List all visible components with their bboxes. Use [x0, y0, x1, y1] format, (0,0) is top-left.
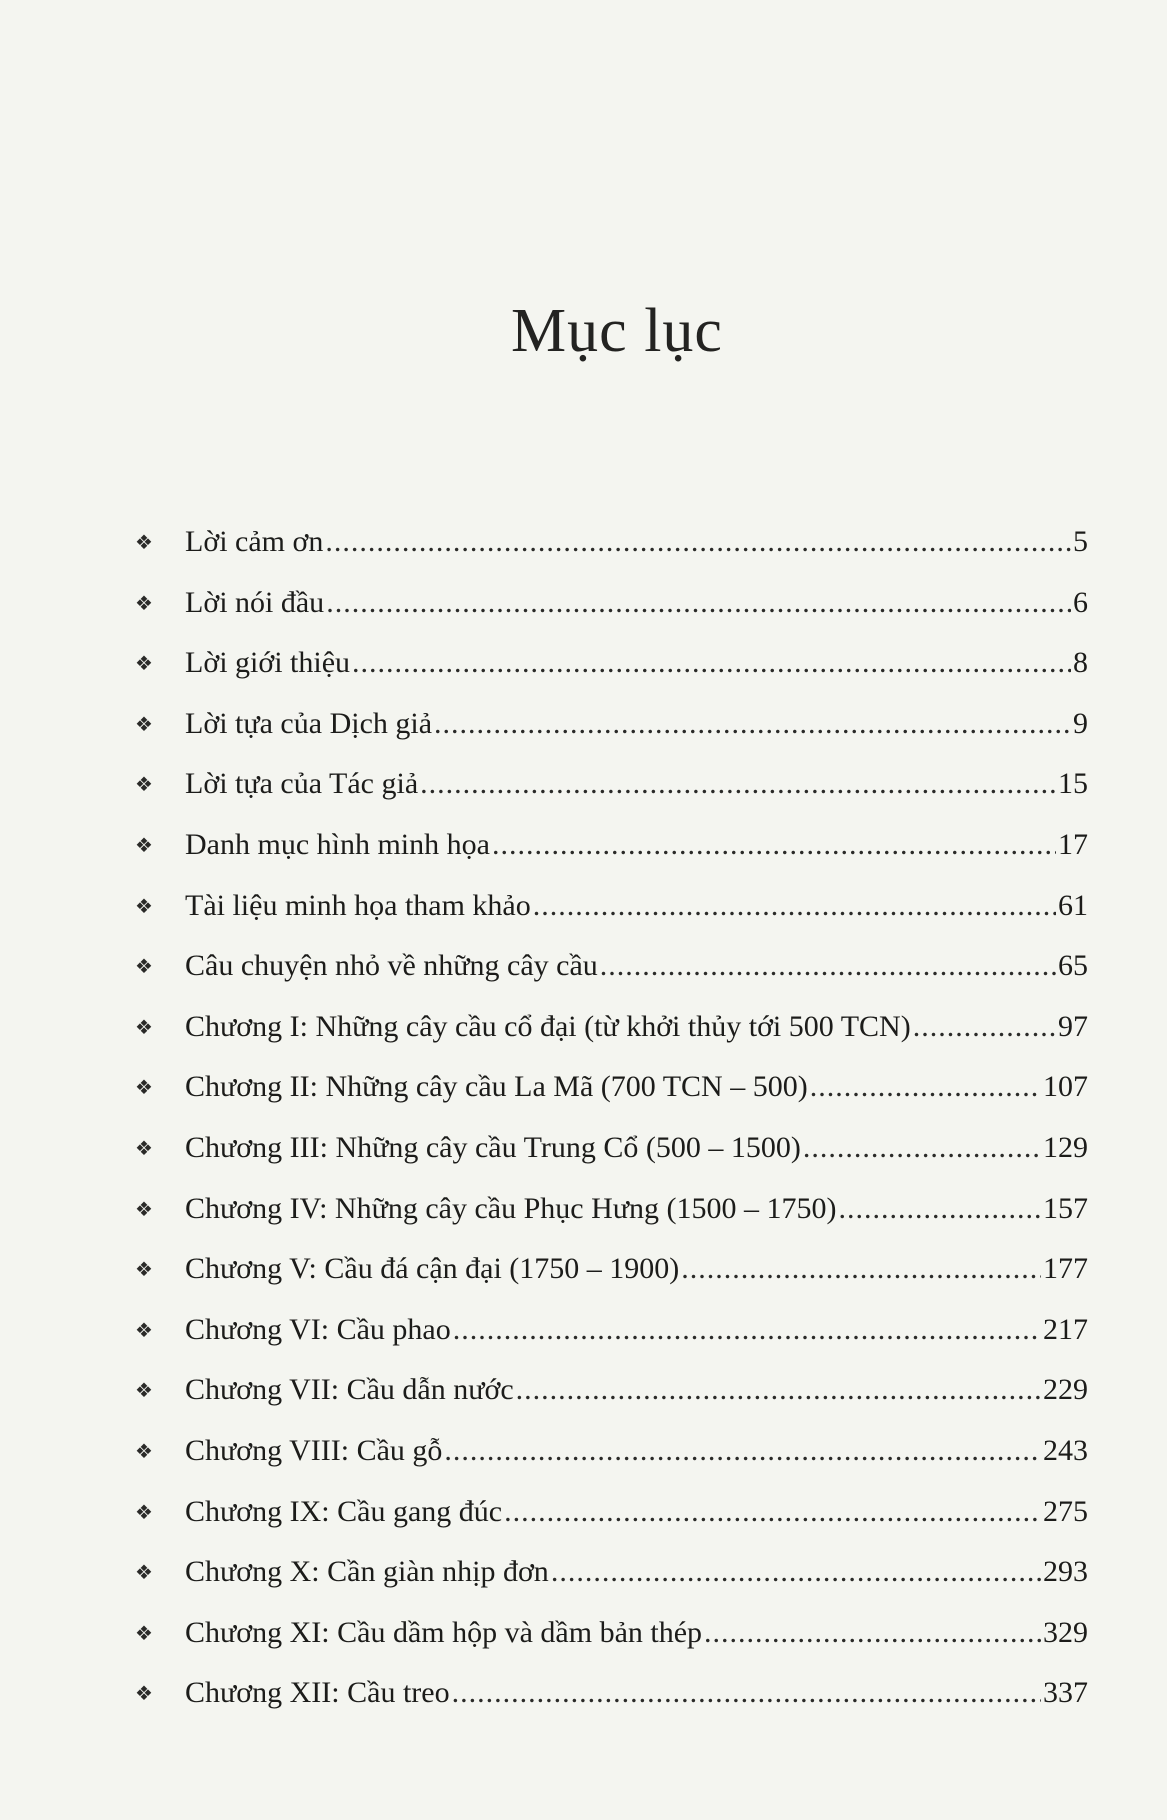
toc-entry-label: Chương XII: Cầu treo [185, 1676, 450, 1710]
diamond-bullet-icon: ❖ [135, 1016, 153, 1039]
leader-dots [352, 633, 1071, 694]
toc-entry [135, 1482, 1088, 1543]
leader-dots [504, 1482, 1041, 1543]
diamond-bullet-icon: ❖ [135, 1077, 153, 1100]
leader-dots [913, 997, 1056, 1058]
toc-entry-page-number: 65 [1058, 949, 1088, 983]
toc-entry-page-number: 61 [1058, 888, 1088, 922]
toc-entry [135, 1239, 1088, 1300]
diamond-bullet-icon: ❖ [135, 774, 153, 797]
leader-dots [551, 1542, 1041, 1603]
diamond-bullet-icon: ❖ [135, 1501, 153, 1524]
toc-entry [135, 512, 1088, 573]
page-title: Mục lục [511, 297, 723, 365]
diamond-bullet-icon: ❖ [135, 713, 153, 736]
toc-entry-page-number: 229 [1043, 1373, 1088, 1407]
leader-dots [600, 936, 1056, 997]
leader-dots [452, 1663, 1041, 1724]
leader-dots [434, 694, 1071, 755]
toc-entry [135, 936, 1088, 997]
toc-entry-page-number: 217 [1043, 1312, 1088, 1346]
toc-entry-label: Câu chuyện nhỏ về những cây cầu [185, 949, 598, 983]
toc-entry [135, 1421, 1088, 1482]
diamond-bullet-icon: ❖ [135, 532, 153, 554]
leader-dots [325, 512, 1071, 573]
toc-entry [135, 573, 1088, 634]
toc-entry [135, 1179, 1088, 1240]
toc-entry [135, 1603, 1088, 1664]
toc-entry [135, 1542, 1088, 1603]
toc-entry-page-number: 9 [1073, 706, 1088, 740]
diamond-bullet-icon: ❖ [135, 1440, 153, 1463]
diamond-bullet-icon: ❖ [135, 1380, 153, 1403]
toc-entry-page-number: 97 [1058, 1009, 1088, 1043]
toc-entry [135, 754, 1088, 815]
leader-dots [839, 1179, 1042, 1240]
diamond-bullet-icon: ❖ [135, 834, 153, 857]
toc-entry-label: Lời cảm ơn [185, 525, 324, 558]
toc-entry-page-number: 293 [1043, 1555, 1088, 1589]
leader-dots [516, 1360, 1041, 1421]
toc-entry-page-number: 243 [1043, 1433, 1088, 1467]
leader-dots [681, 1239, 1041, 1300]
leader-dots [420, 754, 1056, 815]
toc-entry-page-number: 337 [1043, 1676, 1088, 1710]
toc-entry-page-number: 17 [1058, 827, 1088, 861]
toc-entry [135, 633, 1088, 694]
toc-entry-page-number: 15 [1058, 767, 1088, 801]
leader-dots [326, 573, 1071, 634]
diamond-bullet-icon: ❖ [135, 1622, 153, 1645]
toc-entry-label: Danh mục hình minh họa [185, 827, 490, 861]
toc-entry-label: Chương IV: Những cây cầu Phục Hưng (1500 – 1750) [185, 1191, 837, 1225]
toc-entry-page-number: 107 [1043, 1070, 1088, 1104]
toc-entry-label: Tài liệu minh họa tham khảo [185, 888, 531, 922]
toc-entry-page-number: 275 [1043, 1494, 1088, 1528]
toc-entry-page-number: 329 [1043, 1615, 1088, 1649]
toc-entry-label: Chương IX: Cầu gang đúc [185, 1494, 503, 1528]
toc-entry-label: Lời tựa của Tác giả [185, 767, 419, 801]
toc-entry [135, 997, 1088, 1058]
diamond-bullet-icon: ❖ [135, 895, 153, 918]
toc-entry-label: Chương VIII: Cầu gỗ [185, 1433, 443, 1467]
toc-entry-label: Lời nói đầu [185, 585, 325, 619]
toc-entry-page-number: 6 [1073, 585, 1088, 619]
toc-entry-label: Lời tựa của Dịch giả [185, 706, 433, 740]
diamond-bullet-icon: ❖ [135, 1137, 153, 1160]
toc-entry [135, 1057, 1088, 1118]
toc-entry-label: Chương X: Cần giàn nhịp đơn [185, 1555, 549, 1589]
toc-entry-page-number: 157 [1043, 1191, 1088, 1225]
leader-dots [810, 1057, 1041, 1118]
leader-dots [704, 1603, 1041, 1664]
diamond-bullet-icon: ❖ [135, 1562, 153, 1585]
toc-entry-page-number: 8 [1073, 646, 1088, 680]
diamond-bullet-icon: ❖ [135, 956, 153, 979]
toc-entry-page-number: 177 [1043, 1252, 1088, 1286]
leader-dots [803, 1118, 1041, 1179]
leader-dots [492, 815, 1056, 876]
leader-dots [453, 1300, 1041, 1361]
diamond-bullet-icon: ❖ [135, 1683, 153, 1706]
leader-dots [444, 1421, 1041, 1482]
toc-entry-label: Chương V: Cầu đá cận đại (1750 – 1900) [185, 1252, 680, 1286]
diamond-bullet-icon: ❖ [135, 1319, 153, 1342]
toc-entry-page-number: 129 [1043, 1130, 1088, 1164]
leader-dots [533, 876, 1056, 937]
toc-entry [135, 1360, 1088, 1421]
toc-entry-label: Chương II: Những cây cầu La Mã (700 TCN – 500) [185, 1070, 808, 1104]
toc-entry-label: Chương XI: Cầu dầm hộp và dầm bản thép [185, 1615, 703, 1649]
diamond-bullet-icon: ❖ [135, 1198, 153, 1221]
toc-entry-label: Chương VII: Cầu dẫn nước [185, 1373, 514, 1407]
toc-entry [135, 815, 1088, 876]
toc-entry [135, 1663, 1088, 1724]
toc-entry-label: Chương III: Những cây cầu Trung Cổ (500 – 1500) [185, 1130, 801, 1164]
toc-entry [135, 876, 1088, 937]
toc-entry [135, 694, 1088, 755]
toc-entry-label: Chương I: Những cây cầu cổ đại (từ khởi thủy tới 500 TCN) [185, 1009, 911, 1043]
diamond-bullet-icon: ❖ [135, 592, 153, 615]
diamond-bullet-icon: ❖ [135, 653, 153, 676]
toc-entry-label: Lời giới thiệu [185, 646, 351, 680]
toc-entry-label: Chương VI: Cầu phao [185, 1312, 451, 1346]
toc-entry-page-number: 5 [1073, 525, 1088, 558]
toc-entry [135, 1300, 1088, 1361]
toc-entry [135, 1118, 1088, 1179]
diamond-bullet-icon: ❖ [135, 1259, 153, 1282]
table-of-contents [135, 512, 1088, 1724]
